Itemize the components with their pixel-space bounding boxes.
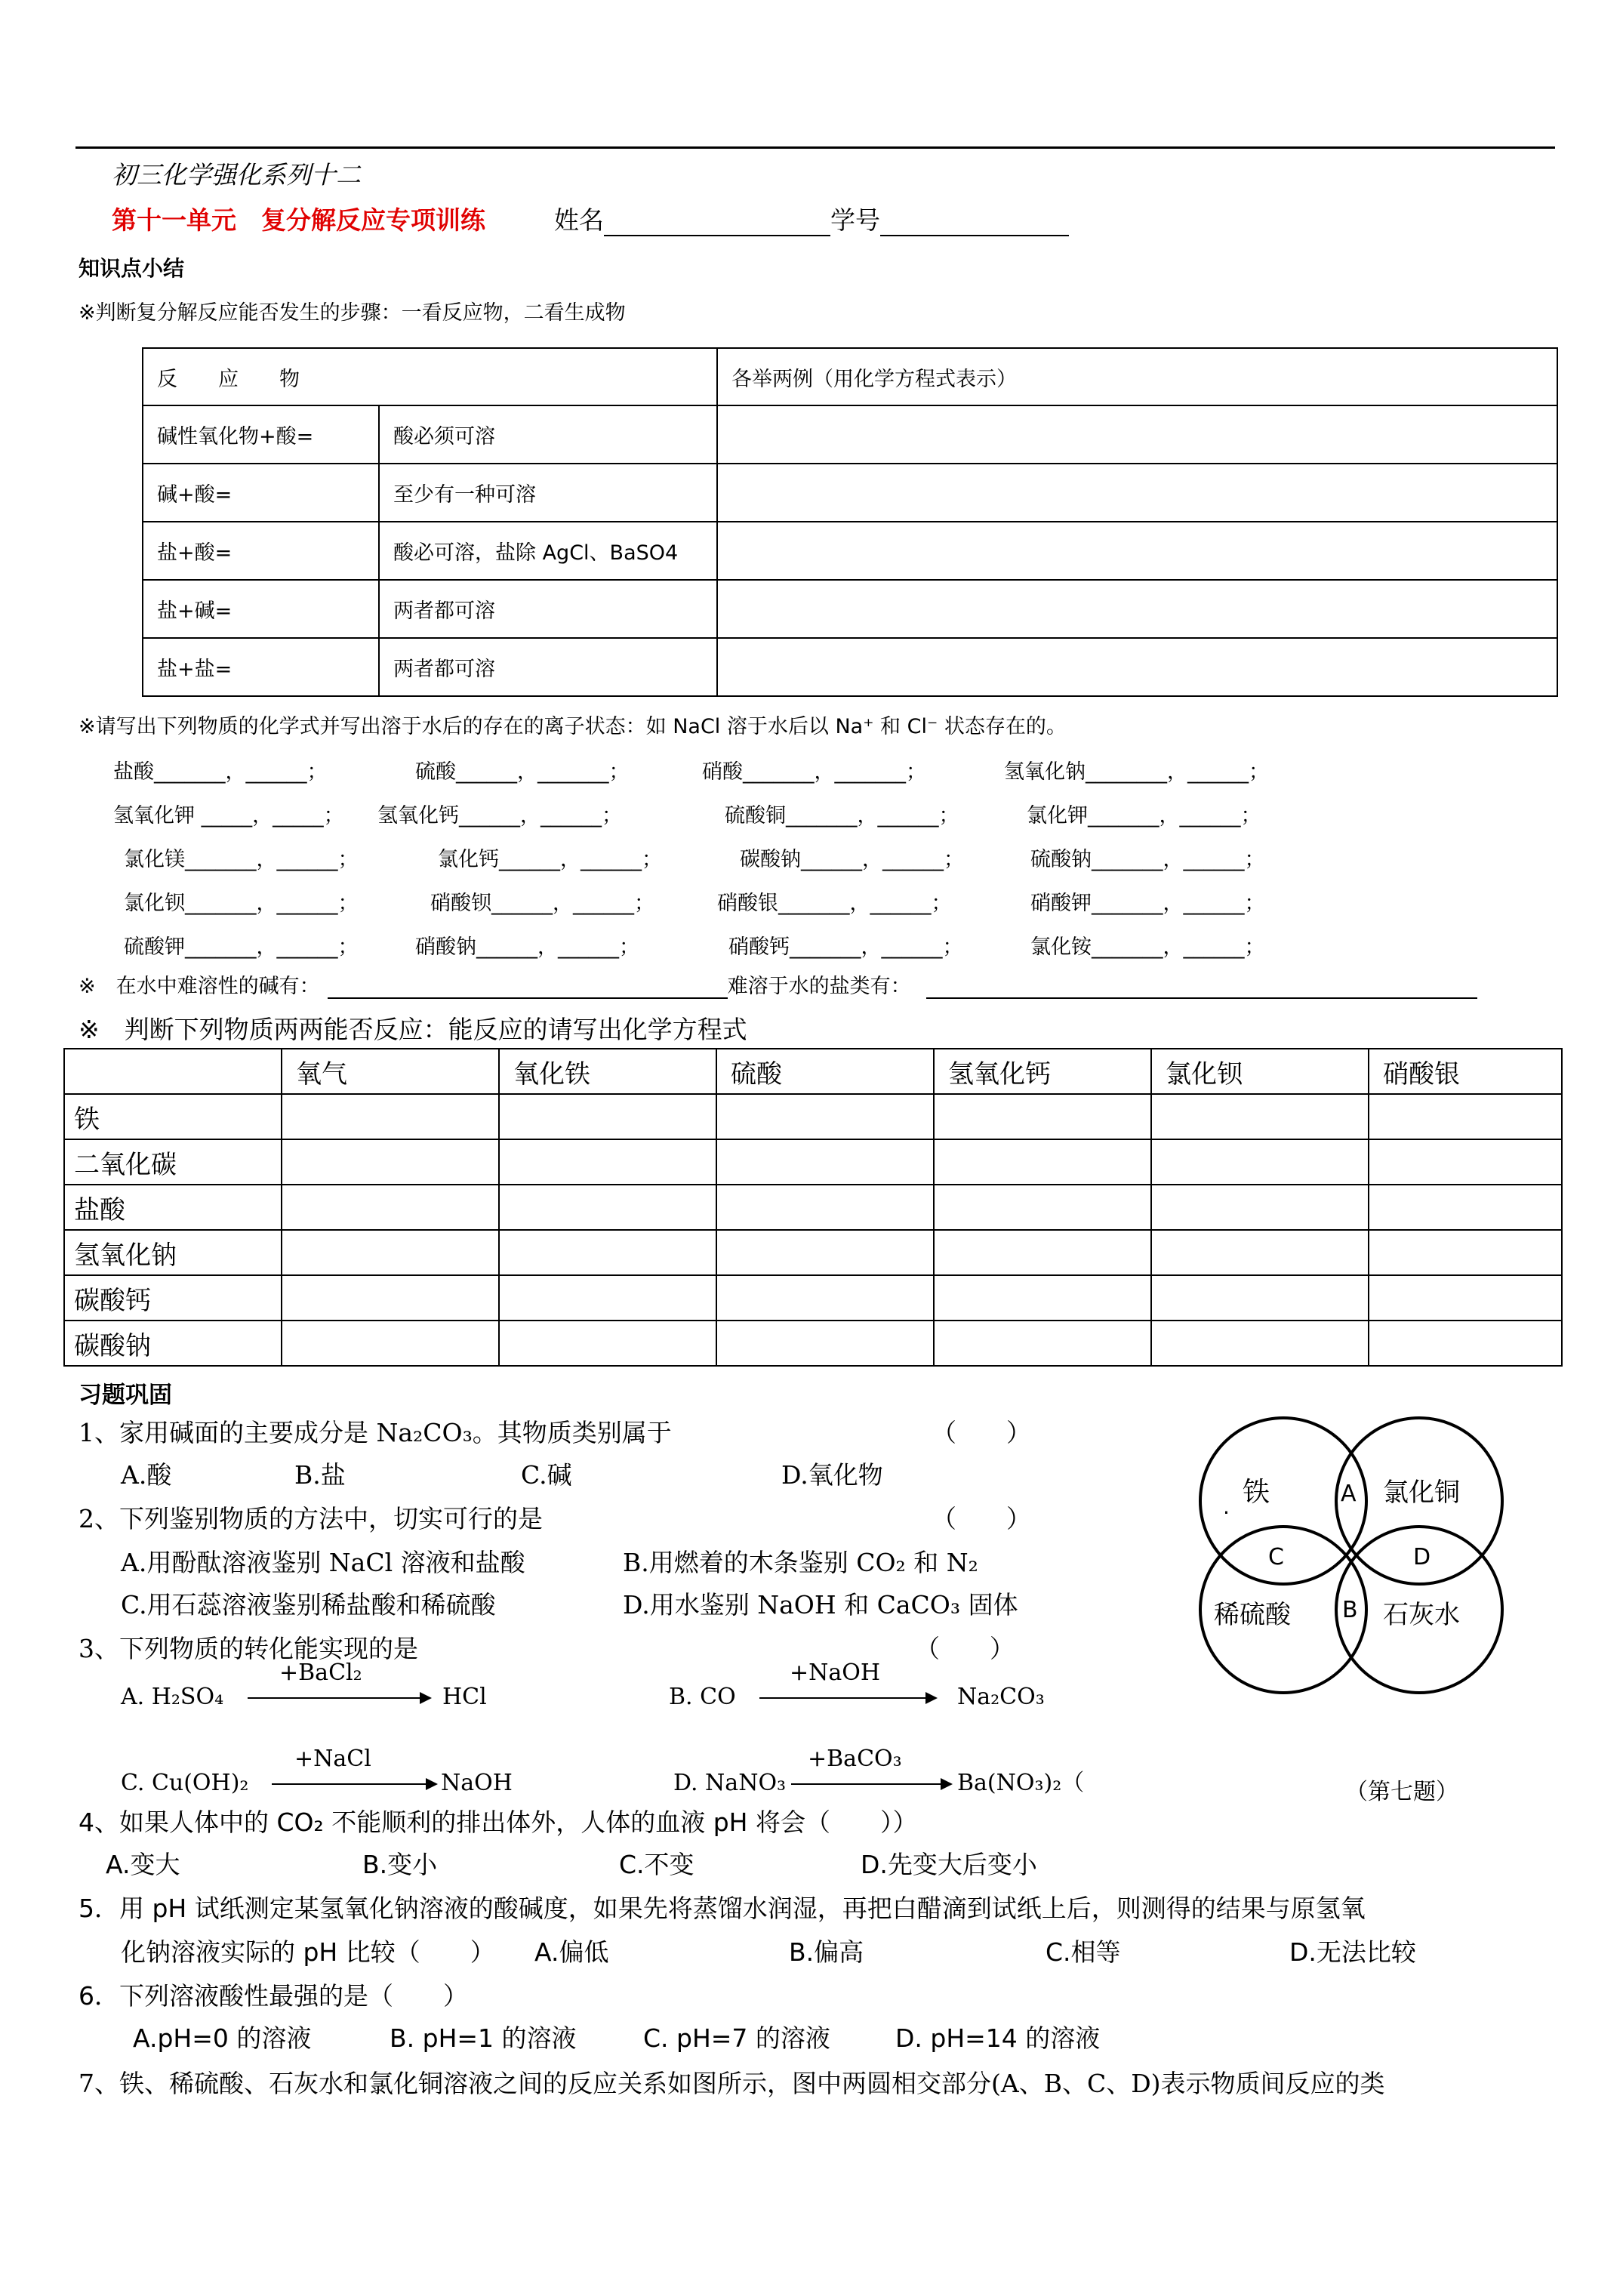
- insoluble-base-field[interactable]: [328, 976, 728, 999]
- venn-label-iron: 铁: [1243, 1477, 1270, 1508]
- grid-cell[interactable]: [282, 1230, 499, 1275]
- insoluble-salt-field[interactable]: [926, 976, 1477, 999]
- grid-cell[interactable]: [716, 1185, 934, 1230]
- summary-steps: ※判断复分解反应能否发生的步骤：一看反应物，二看生成物: [79, 301, 626, 325]
- grid-cell[interactable]: [1369, 1094, 1562, 1139]
- q3-option-b[interactable]: [669, 1658, 1122, 1718]
- q6-stem: 6．下列溶液酸性最强的是（ ）: [79, 1981, 468, 2011]
- reaction-condition: 两者都可溶: [379, 580, 717, 638]
- arrowhead-icon: [925, 1692, 938, 1704]
- insoluble-line: [79, 969, 1477, 999]
- ion-item[interactable]: 盐酸_______，______；: [113, 760, 328, 784]
- grid-cell[interactable]: [1369, 1230, 1562, 1275]
- grid-col-header: 硝酸银: [1369, 1049, 1562, 1094]
- q3d-from: D. NaNO₃: [673, 1770, 787, 1796]
- option[interactable]: C. pH=7 的溶液: [643, 2023, 830, 2053]
- q2-bracket[interactable]: （ ）: [932, 1504, 1031, 1533]
- ion-item[interactable]: 氯化钡_______，______；: [124, 892, 359, 915]
- grid-cell[interactable]: [716, 1321, 934, 1366]
- id-field[interactable]: [880, 209, 1069, 236]
- grid-row-header: 氢氧化钠: [64, 1230, 282, 1275]
- option[interactable]: B. pH=1 的溶液: [390, 2023, 577, 2053]
- option[interactable]: A.变大: [106, 1850, 180, 1879]
- grid-cell[interactable]: [1151, 1321, 1369, 1366]
- option[interactable]: A.pH=0 的溶液: [133, 2023, 312, 2053]
- q1-options: [121, 1460, 1027, 1490]
- name-label: 姓名: [554, 205, 604, 235]
- grid-cell[interactable]: [934, 1321, 1151, 1366]
- arrow-icon: [272, 1783, 433, 1785]
- reaction-grid: [63, 1048, 1563, 1367]
- id-label: 学号: [830, 205, 880, 235]
- ion-item[interactable]: 硫酸钠_______，______；: [1030, 848, 1265, 871]
- option[interactable]: B.用燃着的木条鉴别 CO₂ 和 N₂: [623, 1548, 978, 1577]
- grid-cell[interactable]: [1151, 1094, 1369, 1139]
- q5-line2: 化钠溶液实际的 pH 比较（ ）: [121, 1937, 495, 1967]
- option[interactable]: A.用酚酞溶液鉴别 NaCl 溶液和盐酸: [121, 1548, 525, 1577]
- ion-item[interactable]: 氯化钙______，______；: [438, 848, 662, 871]
- insoluble-base-label: ※ 在水中难溶性的碱有：: [79, 975, 320, 998]
- q3-option-a[interactable]: [121, 1658, 574, 1718]
- grid-cell[interactable]: [499, 1230, 716, 1275]
- grid-col-header: 氧气: [282, 1049, 499, 1094]
- arrowhead-icon: [420, 1692, 432, 1704]
- example-cell[interactable]: [717, 638, 1557, 696]
- reaction-type: 盐+酸=: [143, 522, 379, 580]
- venn-label-limewater: 石灰水: [1383, 1600, 1460, 1630]
- arrowhead-icon: [426, 1778, 438, 1790]
- option[interactable]: C.用石蕊溶液鉴别稀盐酸和稀硫酸: [121, 1590, 496, 1620]
- example-cell[interactable]: [717, 405, 1557, 464]
- grid-cell[interactable]: [934, 1275, 1151, 1321]
- grid-cell[interactable]: [934, 1139, 1151, 1185]
- q3-stem: 3、下列物质的转化能实现的是: [79, 1634, 418, 1663]
- grid-cell[interactable]: [282, 1094, 499, 1139]
- grid-col-header: 硫酸: [716, 1049, 934, 1094]
- ion-item[interactable]: 氢氧化钙______，______；: [377, 804, 622, 827]
- ion-item[interactable]: 氢氧化钾 _____，_____；: [113, 804, 344, 827]
- q5-line2-row: [121, 1937, 1555, 1968]
- grid-cell[interactable]: [282, 1185, 499, 1230]
- arrowhead-icon: [941, 1778, 953, 1790]
- grid-cell[interactable]: [934, 1094, 1151, 1139]
- name-field[interactable]: [604, 209, 830, 236]
- grid-cell[interactable]: [716, 1275, 934, 1321]
- q2-stem: 2、下列鉴别物质的方法中，切实可行的是: [79, 1504, 543, 1533]
- option[interactable]: D.无法比较: [1289, 1937, 1416, 1967]
- q4-stem: 4、如果人体中的 CO₂ 不能顺利的排出体外，人体的血液 pH 将会（ ））: [79, 1808, 918, 1837]
- grid-cell[interactable]: [499, 1321, 716, 1366]
- reaction-type: 盐+盐=: [143, 638, 379, 696]
- grid-row-header: 碳酸钠: [64, 1321, 282, 1366]
- ion-item[interactable]: 硫酸钾_______，______；: [124, 935, 359, 959]
- q3-bracket[interactable]: （ ）: [915, 1634, 1015, 1663]
- grid-cell[interactable]: [282, 1139, 499, 1185]
- example-cell[interactable]: [717, 522, 1557, 580]
- header-line: [112, 201, 1069, 236]
- reaction-condition: 两者都可溶: [379, 638, 717, 696]
- arrow-icon: [248, 1697, 429, 1699]
- unit-title: 第十一单元 复分解反应专项训练: [112, 205, 485, 235]
- table-row: [143, 405, 1557, 464]
- example-cell[interactable]: [717, 464, 1557, 522]
- ion-item[interactable]: 氯化钾_______，______；: [1027, 804, 1261, 827]
- table-row: [143, 580, 1557, 638]
- q3-option-c[interactable]: [121, 1744, 574, 1804]
- ion-item[interactable]: 硝酸钙_______，______；: [728, 935, 963, 959]
- grid-cell[interactable]: [1369, 1185, 1562, 1230]
- ion-item[interactable]: 碳酸钠______，______；: [740, 848, 964, 871]
- arrow-icon: [791, 1783, 950, 1785]
- option[interactable]: D.用水鉴别 NaOH 和 CaCO₃ 固体: [623, 1590, 1018, 1620]
- q5-line1: 5．用 pH 试纸测定某氢氧化钠溶液的酸碱度，如果先将蒸馏水润湿，再把白醋滴到试纸上后，则测得的结果与原氢氧: [79, 1894, 1366, 1923]
- q3a-reagent: +BaCl₂: [279, 1660, 362, 1686]
- ion-item[interactable]: 硝酸钾_______，______；: [1030, 892, 1265, 915]
- reaction-type: 碱+酸=: [143, 464, 379, 522]
- q3d-reagent: +BaCO₃: [808, 1746, 902, 1772]
- q3-option-d[interactable]: [673, 1744, 1202, 1804]
- option[interactable]: C.不变: [619, 1850, 694, 1879]
- option[interactable]: D.氧化物: [781, 1460, 883, 1490]
- ion-item[interactable]: 硝酸_______，_______；: [702, 760, 926, 784]
- option[interactable]: D.先变大后变小: [861, 1850, 1037, 1879]
- series-title: 初三化学强化系列十二: [112, 160, 361, 190]
- reaction-type: 盐+碱=: [143, 580, 379, 638]
- grid-row-header: 盐酸: [64, 1185, 282, 1230]
- venn-label-a: A: [1341, 1481, 1357, 1507]
- q3c-to: NaOH: [441, 1770, 513, 1796]
- grid-row-header: 铁: [64, 1094, 282, 1139]
- grid-cell[interactable]: [1151, 1139, 1369, 1185]
- grid-cell[interactable]: [282, 1275, 499, 1321]
- table-row: [143, 638, 1557, 696]
- grid-instruction: ※ 判断下列物质两两能否反应：能反应的请写出化学方程式: [79, 1015, 747, 1044]
- reaction-type: 碱性氧化物+酸=: [143, 405, 379, 464]
- grid-cell[interactable]: [1151, 1185, 1369, 1230]
- grid-cell[interactable]: [499, 1139, 716, 1185]
- option[interactable]: D. pH=14 的溶液: [895, 2023, 1101, 2053]
- table-head-example: 各举两例（用化学方程式表示）: [717, 348, 1557, 405]
- reaction-condition: 酸必须可溶: [379, 405, 717, 464]
- venn-label-b: B: [1342, 1597, 1358, 1623]
- table-head-reactant: 反 应 物: [143, 348, 717, 405]
- grid-cell[interactable]: [1369, 1275, 1562, 1321]
- grid-row-header: 二氧化碳: [64, 1139, 282, 1185]
- q3a-from: A. H₂SO₄: [121, 1684, 224, 1710]
- q3b-from: B. CO: [669, 1684, 736, 1710]
- ion-item[interactable]: 氯化镁_______，______；: [124, 848, 359, 871]
- venn-caption: （第七题）: [1345, 1779, 1458, 1805]
- grid-cell[interactable]: [1369, 1139, 1562, 1185]
- option[interactable]: B.偏高: [789, 1937, 864, 1967]
- grid-cell[interactable]: [934, 1185, 1151, 1230]
- grid-cell[interactable]: [1151, 1275, 1369, 1321]
- q7-stem: 7、铁、稀硫酸、石灰水和氯化铜溶液之间的反应关系如图所示，图中两圆相交部分(A、B、C、D)表示物质间反应的类: [79, 2069, 1385, 2098]
- grid-col-header: 氢氧化钙: [934, 1049, 1151, 1094]
- table-row: [143, 522, 1557, 580]
- ions-instruction: ※请写出下列物质的化学式并写出溶于水后的存在的离子状态：如 NaCl 溶于水后以 Na⁺ 和 Cl⁻ 状态存在的。: [79, 715, 1067, 738]
- insoluble-salt-label: 难溶于水的盐类有：: [727, 975, 911, 998]
- grid-cell[interactable]: [499, 1185, 716, 1230]
- venn-label-cucl2: 氯化铜: [1383, 1478, 1460, 1508]
- grid-cell[interactable]: [499, 1094, 716, 1139]
- ion-item[interactable]: 硫酸______，_______；: [415, 760, 630, 784]
- q3c-reagent: +NaCl: [294, 1746, 371, 1772]
- grid-cell[interactable]: [282, 1321, 499, 1366]
- q3c-from: C. Cu(OH)₂: [121, 1770, 249, 1796]
- top-rule: [75, 146, 1555, 149]
- ion-item[interactable]: 硝酸钠______，______；: [415, 935, 639, 959]
- grid-col-header: 氯化钡: [1151, 1049, 1369, 1094]
- example-cell[interactable]: [717, 580, 1557, 638]
- arrow-icon: [759, 1697, 935, 1699]
- ion-item[interactable]: 硫酸铜_______，______；: [725, 804, 959, 827]
- grid-cell[interactable]: [716, 1230, 934, 1275]
- grid-cell[interactable]: [1369, 1321, 1562, 1366]
- ion-item[interactable]: 氯化铵_______，______；: [1030, 935, 1265, 959]
- grid-cell[interactable]: [499, 1275, 716, 1321]
- venn-label-h2so4: 稀硫酸: [1214, 1600, 1291, 1630]
- summary-title: 知识点小结: [79, 256, 185, 281]
- grid-corner: [64, 1049, 282, 1094]
- venn-label-d: D: [1413, 1544, 1431, 1570]
- reactant-table: [142, 347, 1558, 697]
- grid-cell[interactable]: [1151, 1230, 1369, 1275]
- option[interactable]: C.相等: [1046, 1937, 1121, 1967]
- q4-options: [106, 1850, 1163, 1880]
- venn-diagram: [1193, 1404, 1510, 1706]
- grid-cell[interactable]: [716, 1139, 934, 1185]
- option[interactable]: A.偏低: [534, 1937, 609, 1967]
- grid-cell[interactable]: [716, 1094, 934, 1139]
- option[interactable]: A.酸: [121, 1460, 172, 1490]
- q1-bracket[interactable]: （ ）: [932, 1418, 1031, 1447]
- option[interactable]: B.变小: [362, 1850, 438, 1879]
- grid-row-header: 碳酸钙: [64, 1275, 282, 1321]
- exercises-title: 习题巩固: [79, 1382, 172, 1409]
- option[interactable]: B.盐: [294, 1460, 346, 1490]
- q3b-reagent: +NaOH: [790, 1660, 881, 1686]
- ion-item[interactable]: 氢氧化钠________，______；: [1004, 760, 1269, 784]
- ion-item[interactable]: 硝酸银_______，______；: [717, 892, 952, 915]
- table-row: [143, 464, 1557, 522]
- grid-col-header: 氧化铁: [499, 1049, 716, 1094]
- q6-options: [133, 2023, 1190, 2054]
- dot-mark: .: [1223, 1494, 1230, 1519]
- option[interactable]: C.碱: [521, 1460, 572, 1490]
- reaction-condition: 酸必可溶，盐除 AgCl、BaSO4: [379, 522, 717, 580]
- q1-stem: 1、家用碱面的主要成分是 Na₂CO₃。其物质类别属于: [79, 1418, 672, 1447]
- q3d-to: Ba(NO₃)₂（: [957, 1770, 1085, 1796]
- reaction-condition: 至少有一种可溶: [379, 464, 717, 522]
- q3b-to: Na₂CO₃: [957, 1684, 1045, 1710]
- venn-label-c: C: [1268, 1544, 1284, 1570]
- q2-options: [121, 1548, 1102, 1631]
- q3a-to: HCl: [442, 1684, 487, 1710]
- ion-item[interactable]: 硝酸钡______，______；: [430, 892, 654, 915]
- grid-cell[interactable]: [934, 1230, 1151, 1275]
